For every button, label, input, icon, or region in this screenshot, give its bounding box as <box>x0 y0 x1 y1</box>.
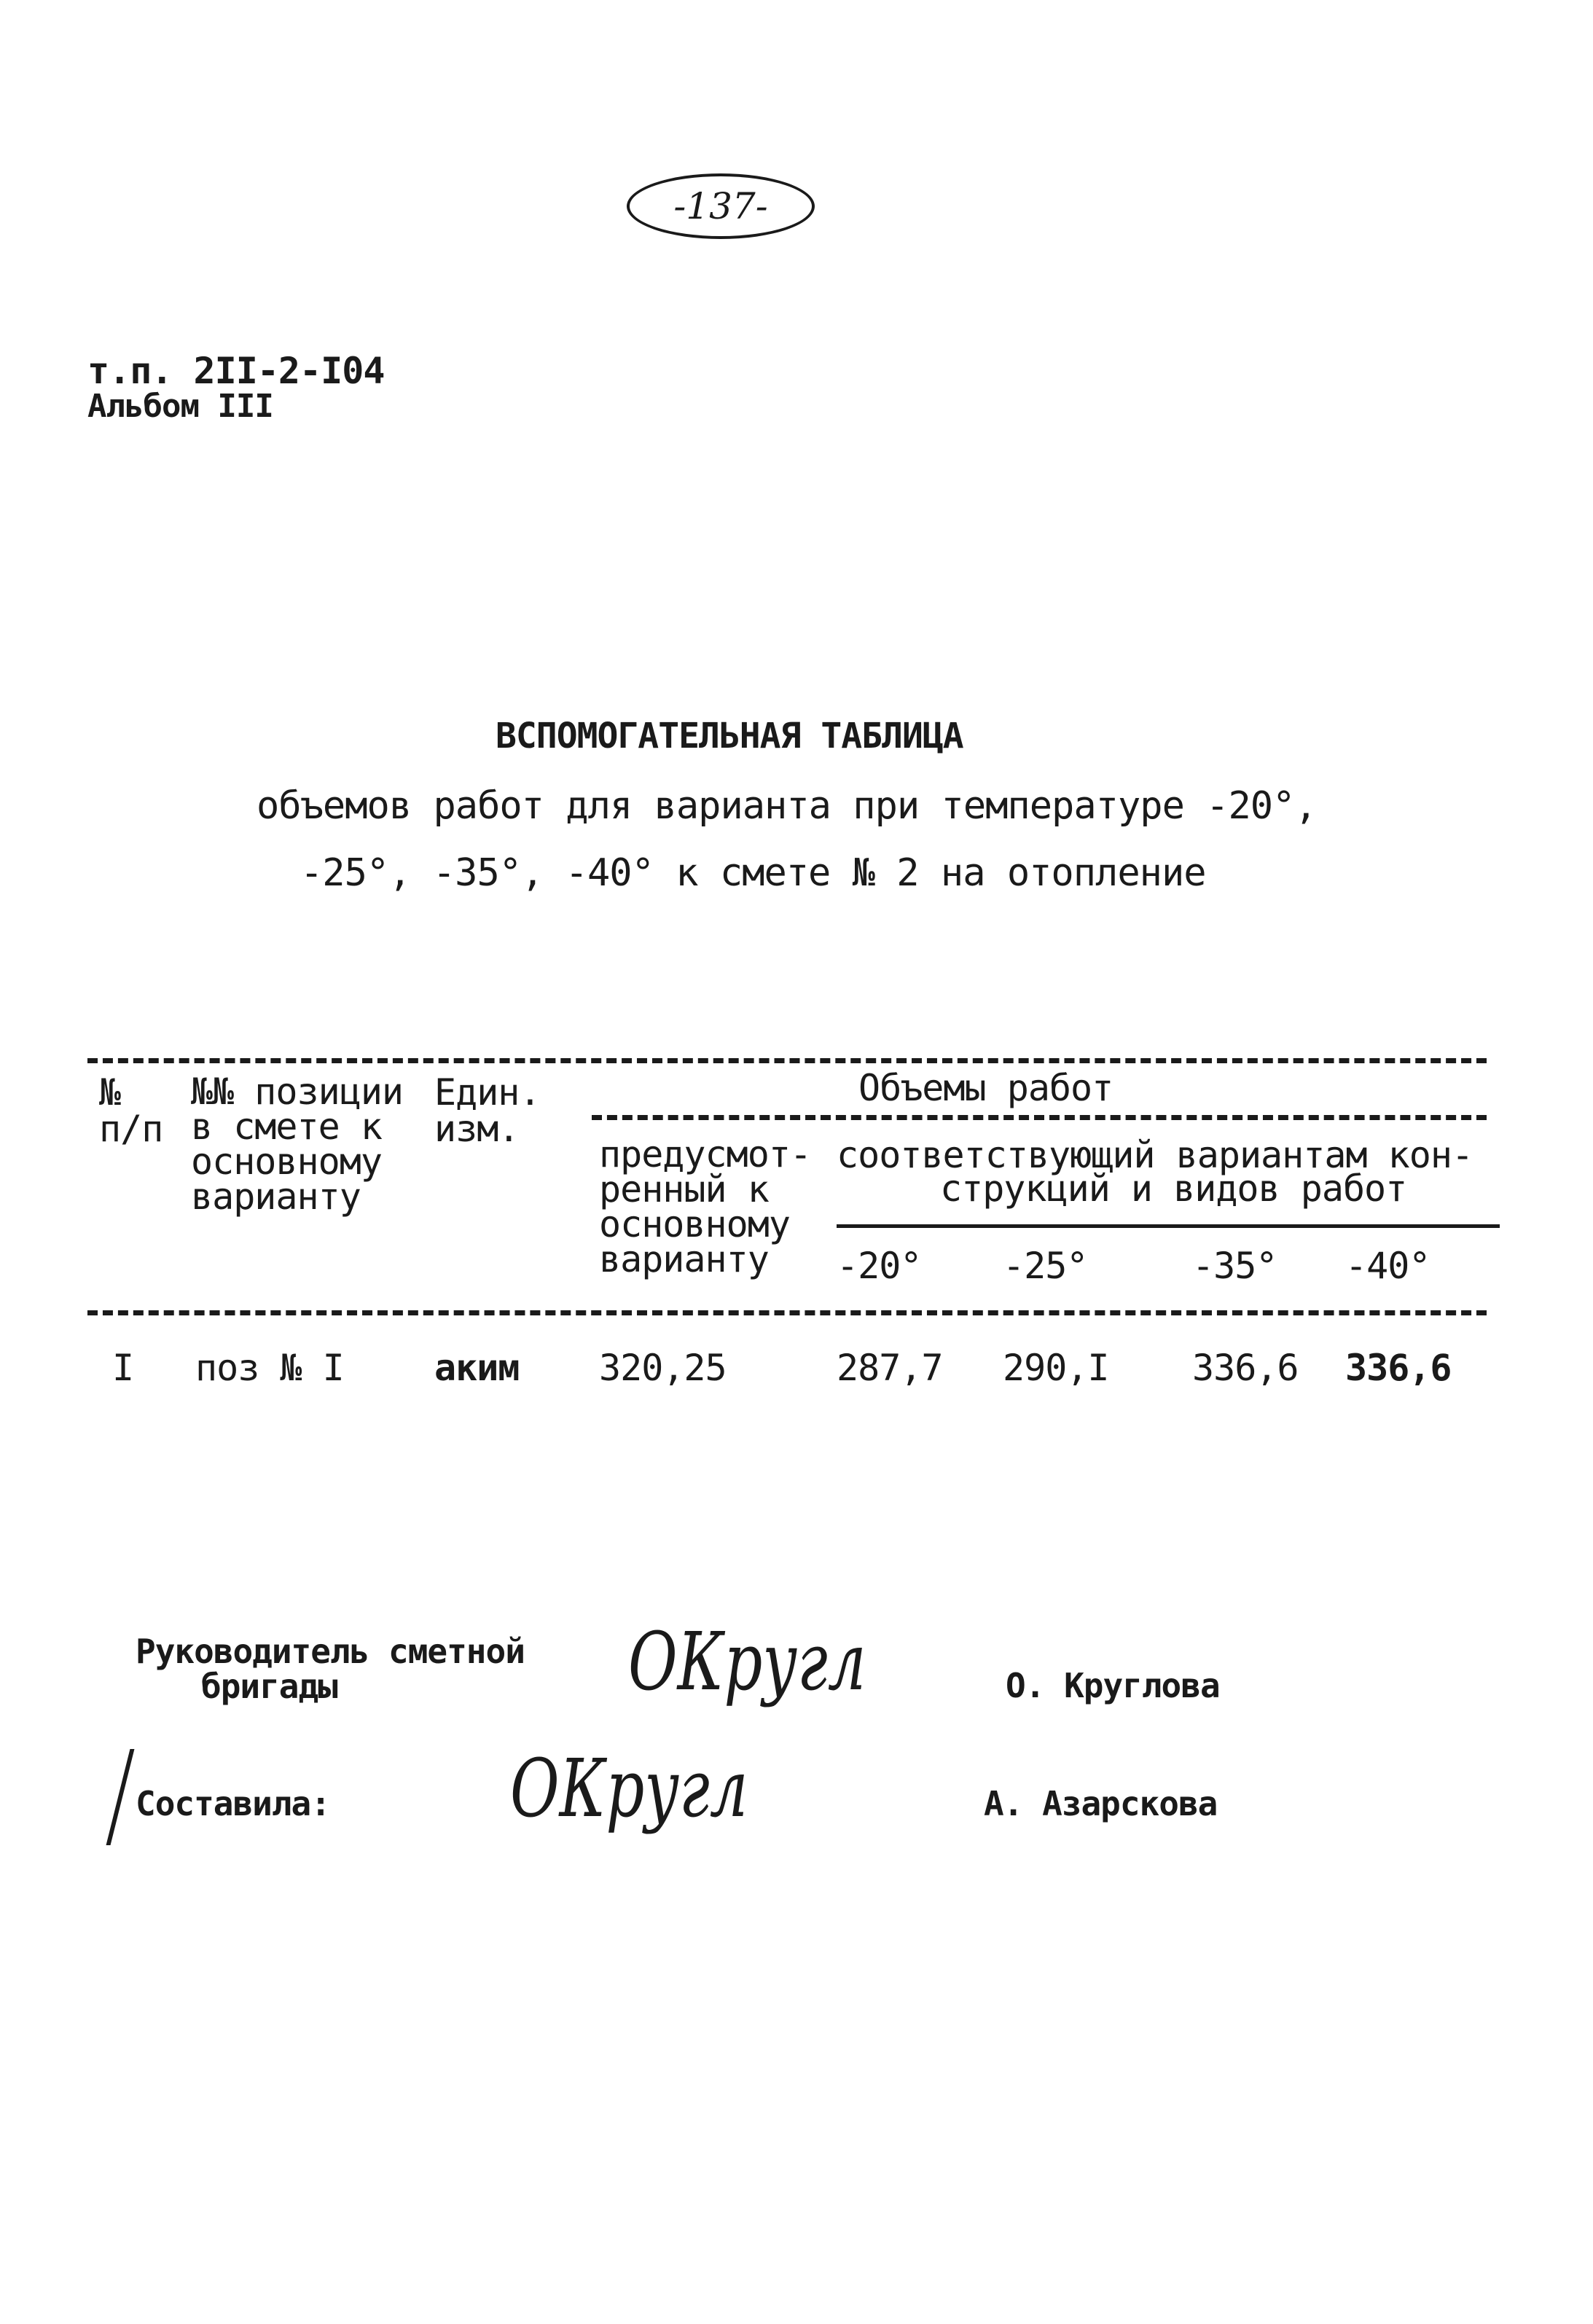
header-unit-line: Един. <box>434 1071 541 1114</box>
header-base-line: основному <box>599 1203 790 1245</box>
row-value-25: 290,I <box>1003 1347 1109 1389</box>
header-base-line: предусмот- <box>599 1133 812 1175</box>
variants-rule <box>837 1224 1500 1228</box>
signature-name-2: А. Азарскова <box>984 1784 1218 1823</box>
header-bottom-rule <box>87 1310 1487 1315</box>
subtitle-line-1: объемов работ для варианта при температуре -20°, <box>257 784 1317 828</box>
signature-role-1-line: бригады <box>201 1667 337 1707</box>
row-value-20: 287,7 <box>837 1347 943 1389</box>
subtitle-line-2: -25°, -35°, -40° к смете № 2 на отопление <box>300 851 1206 895</box>
group-rule <box>592 1115 1487 1120</box>
header-no-line: № <box>99 1071 121 1114</box>
header-position <box>191 1071 404 1218</box>
document-title: ВСПОМОГАТЕЛЬНАЯ ТАБЛИЦА <box>496 716 963 756</box>
header-temp-20: -20° <box>837 1245 922 1287</box>
row-unit: аким <box>434 1347 520 1389</box>
row-no: I <box>112 1347 134 1389</box>
header-temp-35: -35° <box>1192 1245 1277 1287</box>
signature-name-1: О. Круглова <box>1006 1666 1220 1705</box>
row-value-35: 336,6 <box>1192 1347 1299 1389</box>
signature-role-1 <box>136 1634 525 1705</box>
table-top-rule <box>87 1058 1487 1063</box>
project-code: т.п. 2II-2-I04 <box>87 350 385 392</box>
header-variants-line-1: соответствующий вариантам кон- <box>837 1134 1473 1176</box>
album-label: Альбом III <box>87 388 273 425</box>
header-position-line: в смете к <box>191 1106 382 1148</box>
header-no <box>99 1071 163 1150</box>
header-unit <box>434 1071 541 1150</box>
header-base-line: варианту <box>599 1238 769 1280</box>
handwritten-signature-1: ОКругл <box>628 1615 866 1708</box>
header-base-line: ренный к <box>599 1168 769 1210</box>
row-value-40: 336,6 <box>1345 1347 1452 1389</box>
header-unit-line: изм. <box>434 1108 520 1150</box>
header-no-line: п/п <box>99 1108 163 1150</box>
header-temp-25: -25° <box>1003 1245 1088 1287</box>
header-position-line: основному <box>191 1141 382 1183</box>
header-base <box>599 1133 812 1280</box>
handwritten-signature-2: ОКругл <box>510 1742 748 1835</box>
row-base-value: 320,25 <box>599 1347 727 1389</box>
header-position-line: варианту <box>191 1175 361 1218</box>
header-temp-40: -40° <box>1345 1245 1430 1287</box>
row-position: поз № I <box>195 1347 344 1389</box>
signature-role-1-line: Руководитель сметной <box>136 1632 525 1671</box>
header-position-line: №№ позиции <box>191 1071 404 1113</box>
header-group-volumes: Объемы работ <box>858 1067 1113 1109</box>
page-number: -137- <box>627 173 815 239</box>
signature-role-2: Составила: <box>136 1784 330 1823</box>
margin-stroke <box>106 1749 135 1845</box>
header-variants-line-2: струкций и видов работ <box>940 1167 1407 1210</box>
